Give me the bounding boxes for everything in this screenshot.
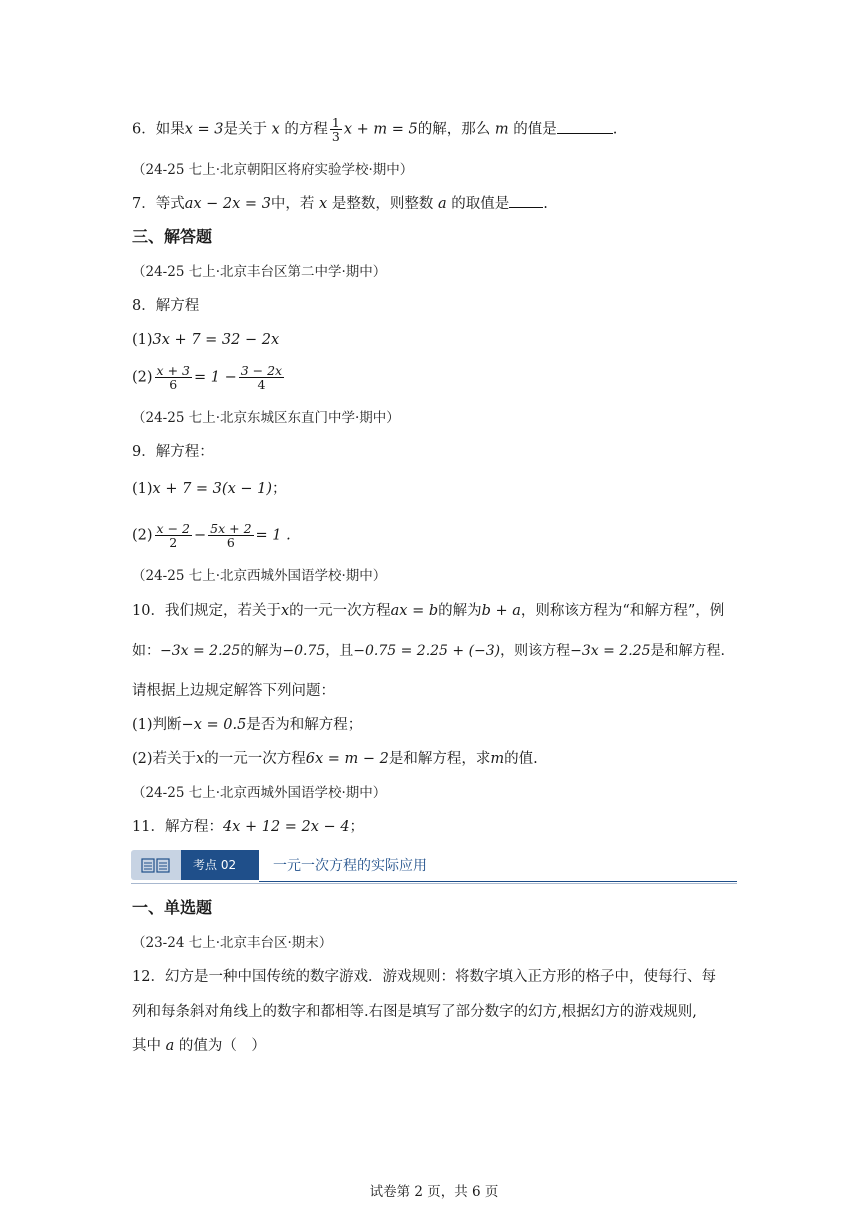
math: − <box>193 527 207 544</box>
section-heading: 一、单选题 <box>132 898 213 917</box>
math: m <box>490 751 505 767</box>
text: 的取值是 <box>451 196 510 212</box>
text: 中，若 <box>270 196 315 212</box>
text: 是和解方程，求 <box>388 751 491 767</box>
text: 11．解方程： <box>132 819 223 835</box>
source-note: （24-25 七上·北京东城区东直门中学·期中） <box>132 410 400 426</box>
question-12-line-2: 列和每条斜对角线上的数字和都相等.右图是填写了部分数字的幻方,根据幻方的游戏规则, <box>132 1004 697 1020</box>
text: ，则该方程 <box>500 643 571 659</box>
fraction <box>155 364 192 391</box>
fraction-denominator: 3 <box>331 129 340 144</box>
part-label: (1) <box>132 332 153 348</box>
answer-blank[interactable] <box>557 119 613 134</box>
page-footer: 试卷第 2 页，共 6 页 <box>369 1184 499 1200</box>
math: x + 7 = 3(x − 1) <box>152 481 272 497</box>
topic-banner <box>131 850 737 886</box>
part-label: (1) <box>132 481 153 497</box>
text: 的一元一次方程 <box>289 603 391 619</box>
text: 的值是 <box>513 121 557 138</box>
math: −x = 0.5 <box>181 717 247 733</box>
question-10-line-1 <box>132 601 724 621</box>
math: = 1 . <box>255 527 291 544</box>
text: 是整数，则整数 <box>331 196 434 212</box>
fraction-denominator: 4 <box>257 377 266 392</box>
text: 等式 <box>155 196 185 212</box>
divider <box>131 883 737 884</box>
text: ，且 <box>325 643 354 659</box>
text: (1)判断 <box>132 717 182 733</box>
fraction-numerator: 5x + 2 <box>210 521 252 536</box>
math: b + a <box>481 603 521 619</box>
fraction-numerator: x + 3 <box>156 363 190 378</box>
fraction <box>155 522 192 549</box>
text: 的解，那么 <box>417 121 491 138</box>
book-icon <box>141 858 171 873</box>
divider <box>259 881 737 882</box>
math: x <box>319 196 328 212</box>
question-10-part-1 <box>132 715 362 735</box>
fraction <box>330 116 342 143</box>
question-11 <box>132 817 364 837</box>
question-12-line-1: 12．幻方是一种中国传统的数字游戏．游戏规则：将数字填入正方形的格子中，使每行、每 <box>132 969 716 985</box>
topic-badge: 考点 02 <box>181 850 259 880</box>
text: ； <box>349 819 365 835</box>
text: 是关于 <box>223 121 268 138</box>
text: 的解为 <box>240 643 283 659</box>
text: 的值. <box>504 751 538 767</box>
math: x + m = 5 <box>343 121 418 138</box>
text: 的一元一次方程 <box>204 751 306 767</box>
math: ax = b <box>390 603 439 619</box>
math: −3x = 2.25 <box>570 643 651 659</box>
question-9-part-1 <box>132 479 287 499</box>
question-number: 7． <box>132 196 156 212</box>
part-label: (2) <box>132 369 153 386</box>
math: x <box>196 751 205 767</box>
text: . <box>543 196 548 212</box>
fraction-numerator: 1 <box>331 115 340 130</box>
question-8-title: 8．解方程 <box>132 298 200 314</box>
text: . <box>612 121 618 138</box>
math: a <box>437 196 447 212</box>
fraction-numerator: x − 2 <box>156 521 190 536</box>
fraction-denominator: 6 <box>226 535 235 550</box>
question-10-line-2 <box>132 641 725 661</box>
question-9-part-2 <box>132 522 291 549</box>
fraction-denominator: 6 <box>169 377 178 392</box>
question-8-part-2 <box>132 364 286 391</box>
source-note: （24-25 七上·北京朝阳区将府实验学校·期中） <box>132 162 414 178</box>
fraction-denominator: 2 <box>169 535 178 550</box>
fraction <box>239 364 284 391</box>
question-10-part-2 <box>132 749 538 769</box>
math: = 1 − <box>193 369 237 386</box>
question-7 <box>132 193 548 214</box>
math: a <box>165 1038 175 1054</box>
answer-blank[interactable] <box>509 193 543 208</box>
text: ； <box>272 481 287 497</box>
text: 如： <box>132 643 160 659</box>
source-note: （24-25 七上·北京西城外国语学校·期中） <box>132 568 387 584</box>
source-note: （24-25 七上·北京西城外国语学校·期中） <box>132 785 387 801</box>
math: x <box>280 603 290 619</box>
math: 6x = m − 2 <box>305 751 389 767</box>
text: 其中 <box>132 1038 161 1054</box>
question-6 <box>132 116 617 143</box>
question-8-part-1 <box>132 330 279 350</box>
math: ax − 2x = 3 <box>184 196 271 212</box>
text: (2)若关于 <box>132 751 197 767</box>
math: m <box>494 121 509 138</box>
fraction-numerator: 3 − 2x <box>240 363 283 378</box>
text: 的解为 <box>438 603 482 619</box>
text: ，则称该方程为“和解方程”，例 <box>520 603 725 619</box>
text: 是否为和解方程； <box>246 717 363 733</box>
text: 如果 <box>155 121 185 138</box>
math: 3x + 7 = 32 − 2x <box>152 332 280 348</box>
math: x = 3 <box>184 121 224 138</box>
math: −0.75 <box>282 643 326 659</box>
section-heading: 三、解答题 <box>132 227 213 246</box>
text: 的值为（ ） <box>178 1038 266 1054</box>
text: 是和解方程. <box>650 643 725 659</box>
part-label: (2) <box>132 527 153 544</box>
math: −3x = 2.25 <box>160 643 241 659</box>
math: 4x + 12 = 2x − 4 <box>222 819 350 835</box>
math: x <box>271 121 280 138</box>
source-note: （24-25 七上·北京丰台区第二中学·期中） <box>132 264 387 280</box>
math: −0.75 = 2.25 + (−3) <box>353 643 501 659</box>
text: 10．我们规定，若关于 <box>132 603 281 619</box>
text: 的方程 <box>284 121 328 138</box>
question-12-line-3 <box>132 1036 266 1056</box>
fraction <box>208 522 253 549</box>
topic-title: 一元一次方程的实际应用 <box>273 858 427 874</box>
source-note: （23-24 七上·北京丰台区·期末） <box>132 935 333 951</box>
question-number: 6． <box>132 121 156 138</box>
question-10-line-3: 请根据上边规定解答下列问题： <box>132 683 335 699</box>
question-9-title: 9．解方程： <box>132 444 214 460</box>
